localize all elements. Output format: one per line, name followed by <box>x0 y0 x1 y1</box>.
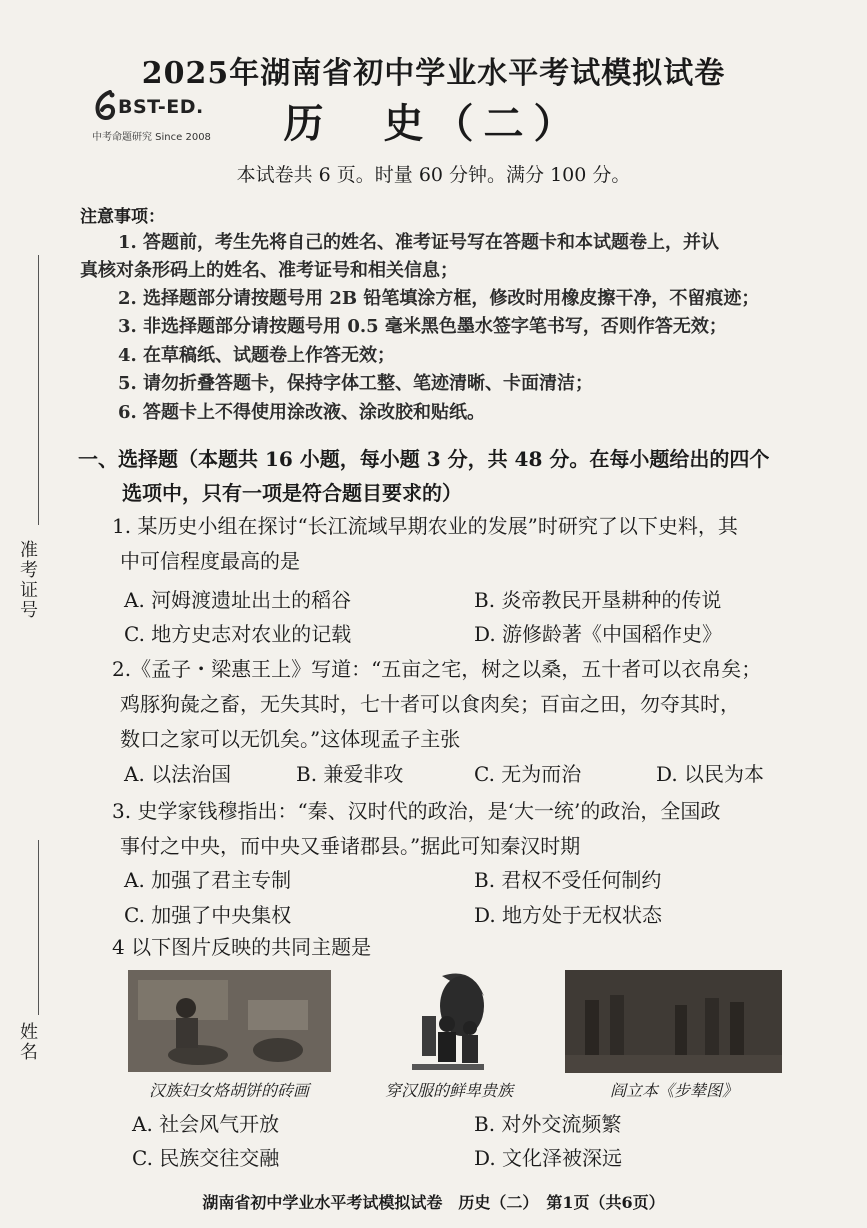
logo-since: 中考命题研究 Since 2008 <box>92 132 211 143</box>
q1-option-c: C. 地方史志对农业的记载 <box>124 622 352 646</box>
notice-item: 1. 答题前，考生先将自己的姓名、准考证号写在答题卡和本试题卷上，并认 <box>118 232 720 253</box>
q3-option-c: C. 加强了中央集权 <box>124 903 292 927</box>
binding-line-bottom <box>38 840 39 1015</box>
notice-title: 注意事项： <box>80 207 165 227</box>
q3-option-b: B. 君权不受任何制约 <box>474 868 662 892</box>
section-line: 选项中，只有一项是符合题目要求的） <box>122 481 462 505</box>
exam-id-label: 准考证号 <box>17 540 38 620</box>
q4-option-c: C. 民族交往交融 <box>132 1146 280 1170</box>
caption-xianbei-noble: 穿汉服的鲜卑贵族 <box>384 1081 513 1100</box>
q2-option-d: D. 以民为本 <box>656 762 765 786</box>
question-2-line: 2.《孟子・梁惠王上》写道：“五亩之宅，树之以桑，五十者可以衣帛矣； <box>112 657 762 681</box>
xianbei-noble-image <box>402 966 494 1076</box>
exam-subject: 历 史（二） <box>283 100 584 147</box>
q1-option-a: A. 河姆渡遗址出土的稻谷 <box>124 588 352 612</box>
section-line: 一、选择题（本题共 16 小题，每小题 3 分，共 48 分。在每小题给出的四个 <box>78 447 770 471</box>
notice-item: 4. 在草稿纸、试题卷上作答无效； <box>118 345 396 366</box>
caption-bunian-painting: 阎立本《步辇图》 <box>609 1081 738 1100</box>
notice-item: 6. 答题卡上不得使用涂改液、涂改胶和贴纸。 <box>118 402 486 423</box>
question-2-line: 数口之家可以无饥矣。”这体现孟子主张 <box>120 727 461 751</box>
exam-info: 本试卷共 6 页。时量 60 分钟。满分 100 分。 <box>236 164 631 186</box>
q1-option-d: D. 游修龄著《中国稻作史》 <box>474 622 723 646</box>
q1-option-b: B. 炎帝教民开垦耕种的传说 <box>474 588 722 612</box>
brick-painting-image <box>128 970 331 1072</box>
bunian-painting-image <box>565 970 782 1073</box>
question-4-line: 4 以下图片反映的共同主题是 <box>112 935 372 959</box>
page-footer: 湖南省初中学业水平考试模拟试卷 历史（二） 第1页（共6页） <box>202 1193 665 1212</box>
logo-brand: BST-ED. <box>118 96 204 118</box>
section-header <box>78 442 828 510</box>
notice-item: 2. 选择题部分请按题号用 2B 铅笔填涂方框，修改时用橡皮擦干净，不留痕迹； <box>118 288 760 309</box>
notice-item: 5. 请勿折叠答题卡，保持字体工整、笔迹清晰、卡面清洁； <box>118 373 594 394</box>
question-3-line: 3. 史学家钱穆指出：“秦、汉时代的政治，是‘大一统’的政治，全国政 <box>112 799 721 823</box>
q2-option-b: B. 兼爱非攻 <box>296 762 404 786</box>
notice-item: 真核对条形码上的姓名、准考证号和相关信息； <box>80 260 458 281</box>
caption-brick-painting: 汉族妇女烙胡饼的砖画 <box>148 1081 309 1100</box>
name-label: 姓名 <box>17 1022 38 1062</box>
question-1-line: 1. 某历史小组在探讨“长江流域早期农业的发展”时研究了以下史料，其 <box>112 514 738 538</box>
q4-option-d: D. 文化泽被深远 <box>474 1146 623 1170</box>
q3-option-a: A. 加强了君主专制 <box>124 868 292 892</box>
question-1-line: 中可信程度最高的是 <box>120 549 300 573</box>
exam-title: 2025年湖南省初中学业水平考试模拟试卷 <box>141 56 726 91</box>
q3-option-d: D. 地方处于无权状态 <box>474 903 663 927</box>
q2-option-a: A. 以法治国 <box>124 762 232 786</box>
q2-option-c: C. 无为而治 <box>474 762 582 786</box>
binding-line-top <box>38 255 39 525</box>
q4-option-b: B. 对外交流频繁 <box>474 1112 622 1136</box>
question-3-line: 事付之中央，而中央又垂诸郡县。”据此可知秦汉时期 <box>120 834 581 858</box>
notice-item: 3. 非选择题部分请按题号用 0.5 毫米黑色墨水签字笔书写，否则作答无效； <box>118 316 727 337</box>
q4-option-a: A. 社会风气开放 <box>132 1112 280 1136</box>
question-2-line: 鸡豚狗彘之畜，无失其时，七十者可以食肉矣；百亩之田，勿夺其时， <box>120 692 740 716</box>
